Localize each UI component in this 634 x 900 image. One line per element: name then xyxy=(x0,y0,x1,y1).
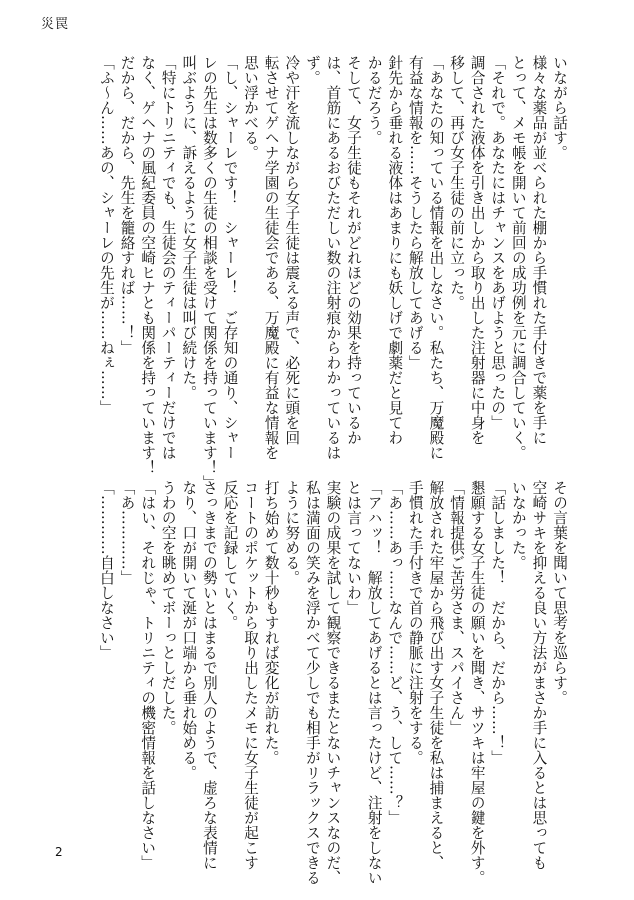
text-line: 「あ……あっ……なんで……ど、う、して……？」 xyxy=(386,480,404,825)
text-line: 「し、シャーレです！ シャーレ！ ご存知の通り、シャー xyxy=(221,55,239,460)
text-line: ように努める。 xyxy=(283,480,301,585)
text-line: さっきまでの勢いとはまるで別人のようで、虚ろな表情に xyxy=(200,480,218,870)
text-line: その言葉を聞いて思考を巡らす。 xyxy=(551,480,568,705)
text-line: いながら話す。 xyxy=(551,55,568,160)
text-line: 「ふ～ん……あの、シャーレの先生が……ねぇ……」 xyxy=(97,55,115,415)
text-line: 調合された液体を引き出しから取り出した注射器に中身を xyxy=(468,55,486,445)
text-line: なり、口が開いて涎が口端から垂れ始める。 xyxy=(180,480,198,780)
text-line: 「あなたの知っている情報を出しなさい。私たち、万魔殿に xyxy=(427,55,445,460)
text-line: 冷や汗を流しながら女子生徒は震える声で、必死に頭を回 xyxy=(283,55,301,445)
chapter-header: 災罠 xyxy=(41,17,70,32)
text-line: 「話しました！ だから、だから……！」 xyxy=(489,480,507,765)
top-text-block xyxy=(95,55,569,490)
text-line: そして、女子生徒もそれがどれほどの効果を持っているか xyxy=(345,55,363,445)
text-line: 手慣れた手付きで首の静脈に注射をする。 xyxy=(406,480,424,765)
page-number: 2 xyxy=(55,845,63,859)
text-line: は、首筋にあるおびただしい数の注射痕からわかっているは xyxy=(324,55,342,460)
text-line: レの先生は数多くの生徒の相談を受けて関係を持っています！」 xyxy=(200,55,218,490)
text-line: 様々な薬品が並べられた棚から手慣れた手付きで薬を手に xyxy=(530,55,548,445)
text-line: コートのポケットから取り出したメモに女子生徒が起こす xyxy=(242,480,260,870)
text-line: 「…………自白しなさい」 xyxy=(97,480,115,660)
text-line: うわの空を眺めてボーっとしだした。 xyxy=(159,480,177,735)
text-line: 有益な情報を……そうしたら解放してあげる」 xyxy=(406,55,424,370)
text-line: かるだろう。 xyxy=(365,55,383,145)
text-line: 移して、再び女子生徒の前に立った。 xyxy=(448,55,466,310)
text-line: 打ち始めて数十秒もすれば変化が訪れた。 xyxy=(262,480,280,765)
text-line: 懇願する女子生徒の願いを聞き、サツキは牢屋の鍵を外す。 xyxy=(468,480,486,885)
text-line: だから、だから、先生を籠絡すれば……！」 xyxy=(118,55,136,355)
text-line: 実験の成果を試して観察できるまたとないチャンスなのだ、 xyxy=(324,480,342,885)
text-line: 「情報提供ご苦労さま、スパイさん」 xyxy=(448,480,466,735)
text-line: 「はい、それじゃ、トリニティの機密情報を話しなさい」 xyxy=(139,480,157,870)
text-line: とって、メモ帳を開いて前回の成功例を元に調合していく。 xyxy=(509,55,527,460)
text-line: 転させてゲヘナ学園の生徒会である、万魔殿に有益な情報を xyxy=(262,55,280,460)
text-line: なく、ゲヘナの風紀委員の空崎ヒナとも関係を持っています！ xyxy=(139,55,157,475)
text-line: 針先から垂れる液体はあまりにも妖しげで劇薬だと見てわ xyxy=(386,55,404,445)
text-line: いなかった。 xyxy=(509,480,527,570)
text-line: ず。 xyxy=(303,55,321,85)
text-line: 「特にトリニティでも、生徒会のティーパーティーだけでは xyxy=(159,55,177,460)
text-line: 「あ…………」 xyxy=(118,480,136,585)
text-line: 私は満面の笑みを浮かべて少しでも相手がリラックスできる xyxy=(303,480,321,885)
bottom-text-block xyxy=(95,480,569,885)
text-line: 叫ぶように、訴えるように女子生徒は叫び続けた。 xyxy=(180,55,198,400)
text-line: とは言ってないわ」 xyxy=(345,480,363,615)
text-line: 空崎サキを抑える良い方法がまさか手に入るとは思っても xyxy=(530,480,548,870)
text-line: 「アハッ！ 解放してあげるとは言ったけど、注射をしない xyxy=(365,480,383,885)
text-line: 思い浮かべる。 xyxy=(242,55,260,160)
text-line: 「それで。あなたにはチャンスをあげようと思ったの」 xyxy=(489,55,507,430)
text-line: 解放された牢屋から飛び出す女子生徒を私は捕まえると、 xyxy=(427,480,445,870)
text-line: 反応を記録していく。 xyxy=(221,480,239,630)
